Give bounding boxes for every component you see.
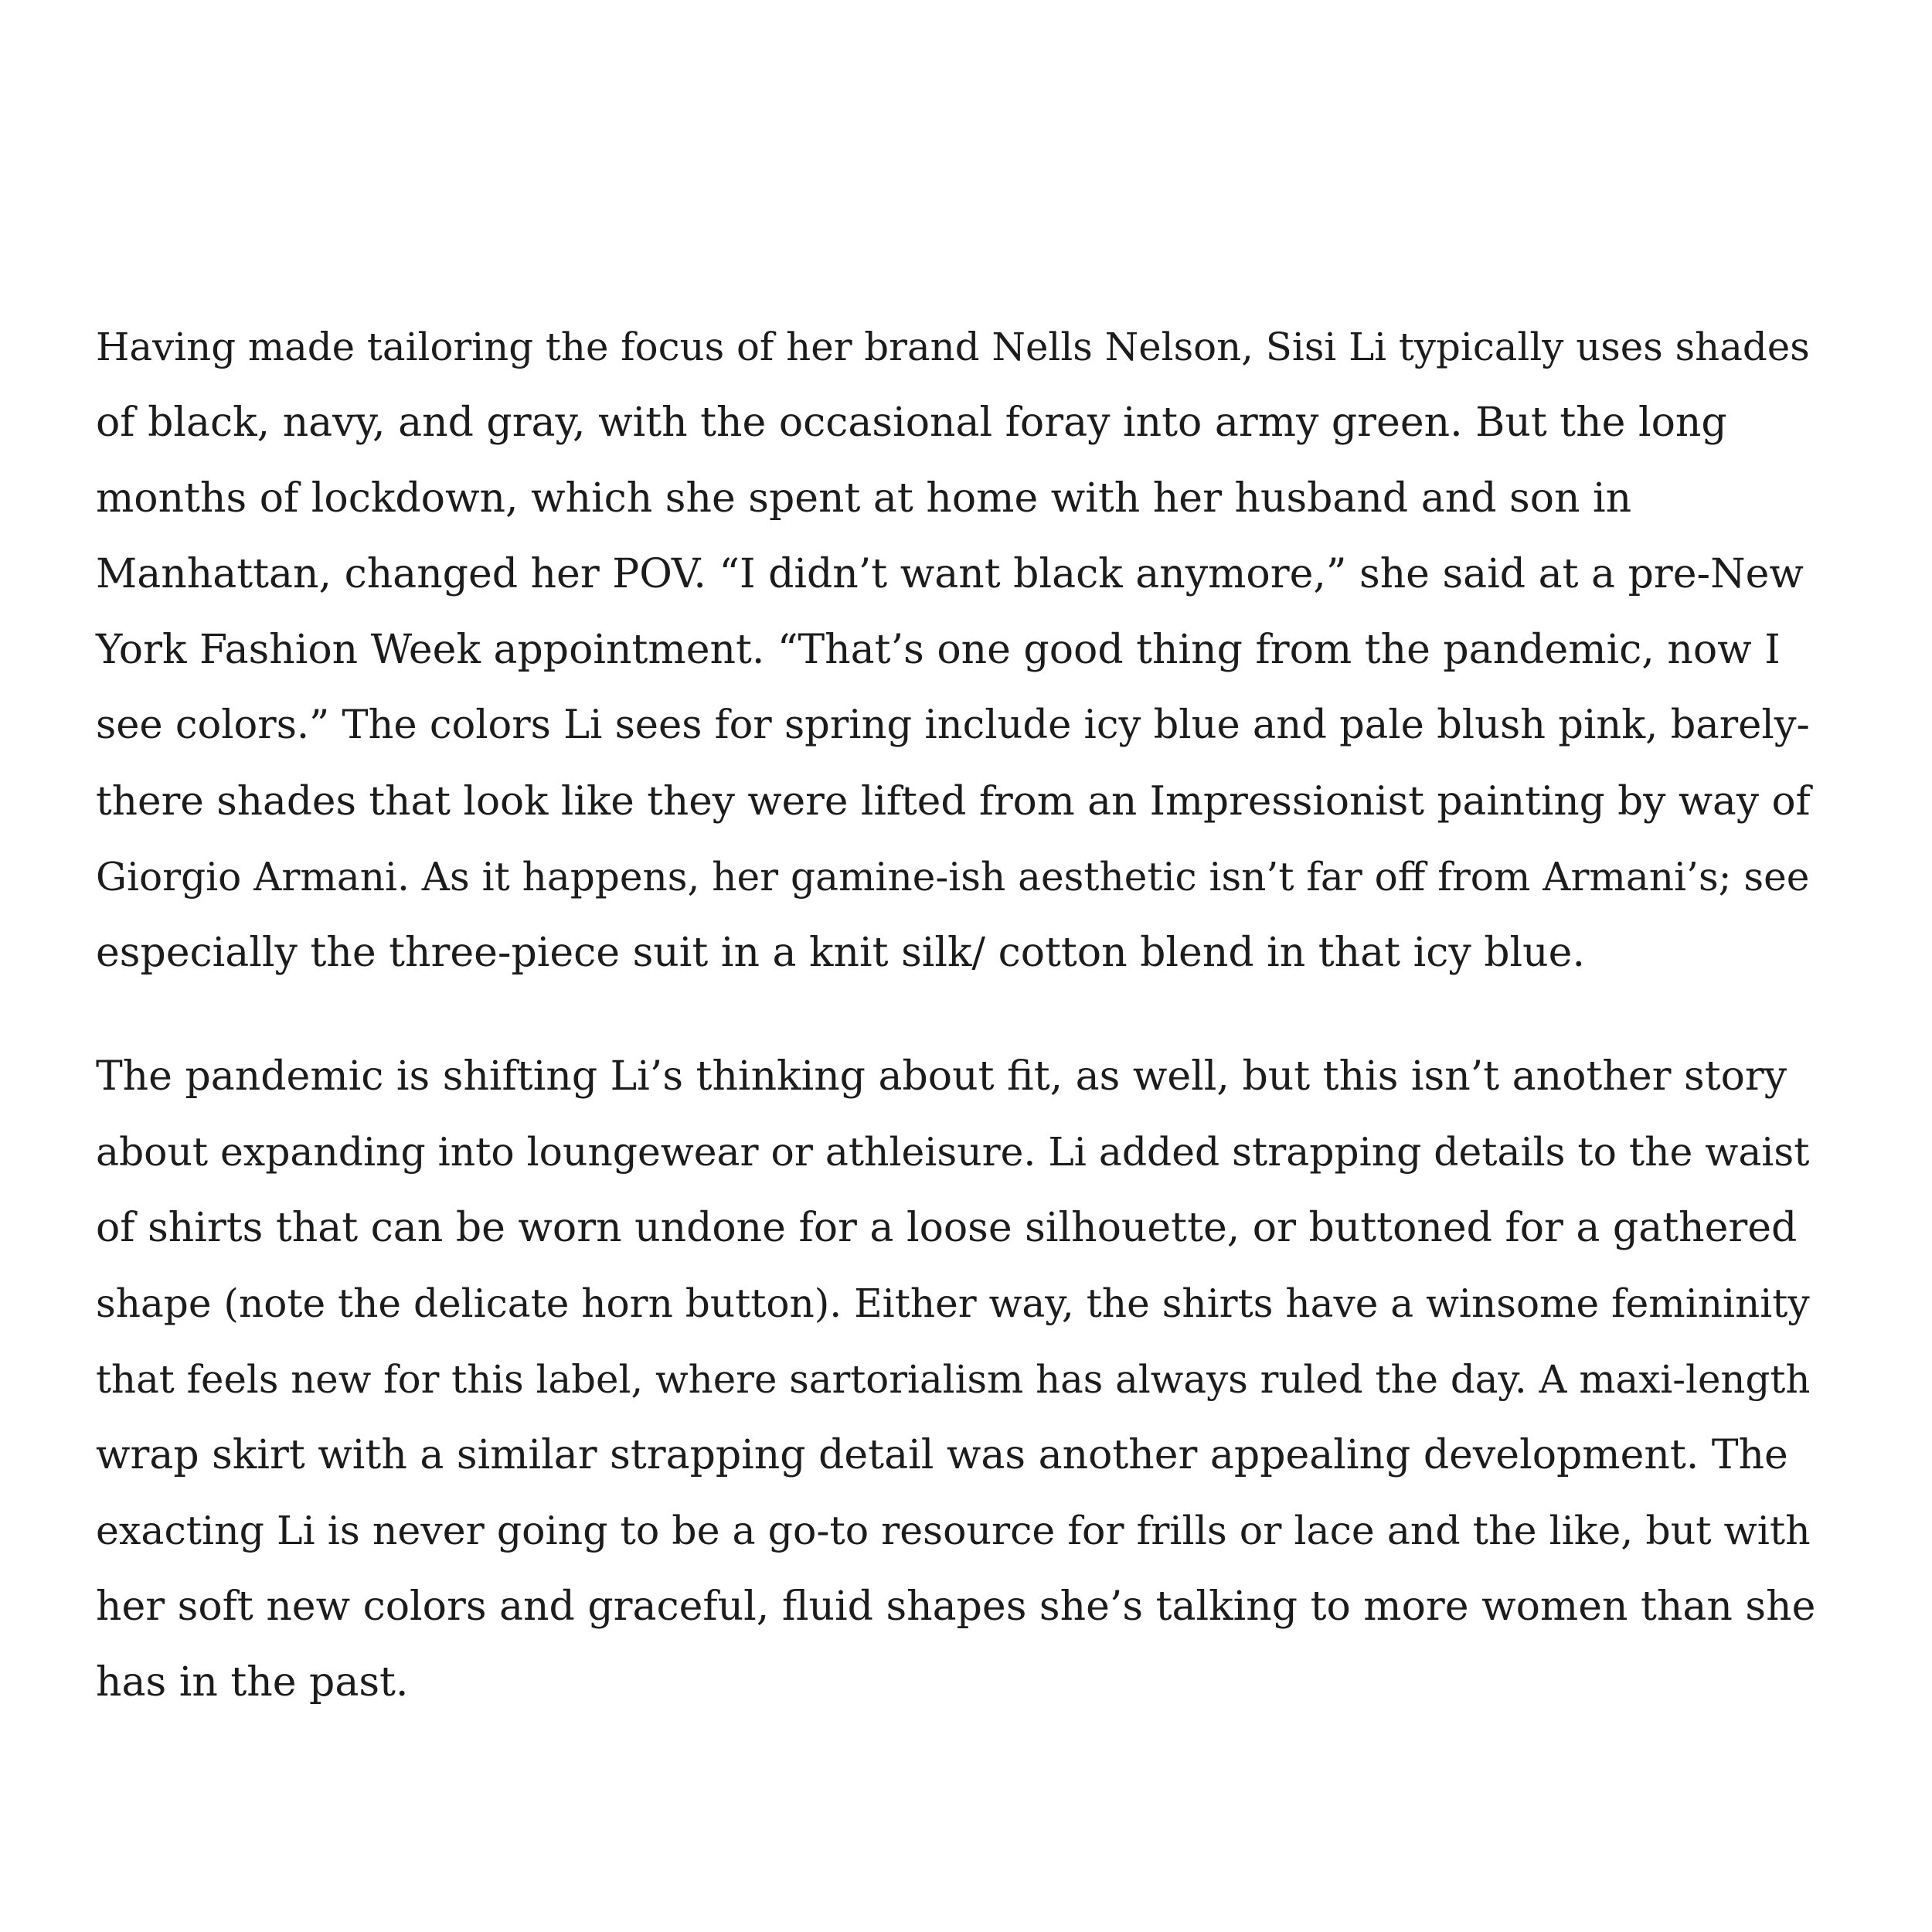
paragraph-line: The pandemic is shifting Li’s thinking about fit, as well, but this isn’t another story — [96, 1053, 1787, 1100]
paragraph-line: wrap skirt with a similar strapping detail was another appealing development. The — [96, 1432, 1788, 1478]
article-body — [96, 309, 1819, 1720]
paragraph-line: has in the past. — [96, 1659, 409, 1706]
paragraph-line: Manhattan, changed her POV. “I didn’t want black anymore,” she said at a pre-New — [96, 551, 1804, 597]
paragraph-line: there shades that look like they were lifted from an Impressionist painting by way of — [96, 778, 1811, 825]
paragraph-line: that feels new for this label, where sartorialism has always ruled the day. A maxi-length — [96, 1357, 1811, 1402]
paragraph-2 — [96, 1039, 1819, 1720]
paragraph-line: months of lockdown, which she spent at home with her husband and son in — [96, 475, 1632, 522]
paragraph-line: of shirts that can be worn undone for a loose silhouette, or buttoned for a gathered — [96, 1205, 1798, 1251]
paragraph-line: see colors.” The colors Li sees for spring include icy blue and pale blush pink, barely- — [96, 702, 1810, 748]
paragraph-line: about expanding into loungewear or athleisure. Li added strapping details to the waist — [96, 1129, 1810, 1175]
paragraph-1 — [96, 309, 1819, 991]
paragraph-line: Having made tailoring the focus of her brand Nells Nelson, Sisi Li typically uses shades — [96, 325, 1810, 369]
paragraph-line: her soft new colors and graceful, fluid shapes she’s talking to more women than she — [96, 1583, 1816, 1630]
paragraph-line: shape (note the delicate horn button). Either way, the shirts have a winsome femininity — [96, 1281, 1810, 1326]
paragraph-line: especially the three-piece suit in a knit silk/ cotton blend in that icy blue. — [96, 930, 1585, 976]
paragraph-line: Giorgio Armani. As it happens, her gamine-ish aesthetic isn’t far off from Armani’s; see — [96, 855, 1810, 900]
paragraph-line: York Fashion Week appointment. “That’s one good thing from the pandemic, now I — [96, 627, 1781, 673]
paragraph-line: exacting Li is never going to be a go-to resource for frills or lace and the like, but with — [96, 1508, 1811, 1553]
paragraph-line: of black, navy, and gray, with the occasional foray into army green. But the long — [96, 400, 1727, 446]
